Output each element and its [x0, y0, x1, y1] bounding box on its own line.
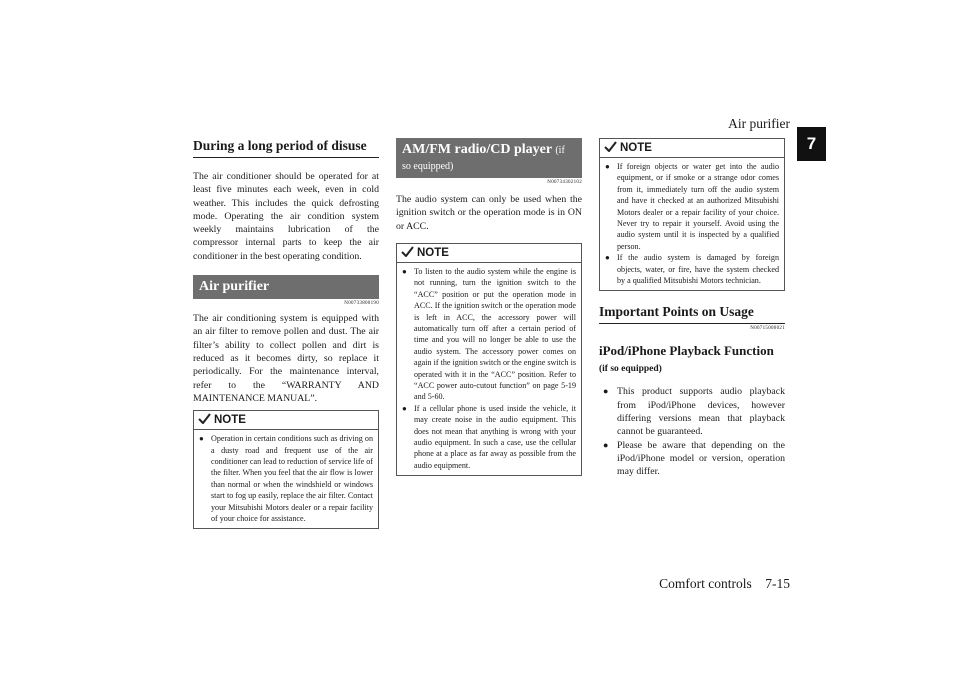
page-header-title: Air purifier — [728, 116, 790, 131]
column-1 — [193, 138, 379, 529]
air-purifier-code: N00733800190 — [344, 301, 379, 307]
note-body — [194, 430, 378, 528]
note-item-text: If a cellular phone is used inside the vehicle, it may create noise in the audio equipment. This does not mean that anything is wrong with your audio equipment. In such a case, use the cellular phone at a place as far away as possible from the audio equipment. — [414, 403, 576, 470]
air-purifier-heading — [193, 275, 379, 299]
bullet-icon: ● — [605, 162, 610, 171]
note-label: NOTE — [417, 246, 449, 259]
list-item — [603, 385, 785, 438]
note-box — [396, 243, 582, 476]
ipod-list — [599, 385, 785, 478]
list-item-text: This product supports audio playback from iPod/iPhone devices, however differing versions mean that playback cannot be guaranteed. — [617, 386, 785, 438]
check-icon — [604, 141, 617, 155]
note-item-text: Operation in certain conditions such as driving on a dusty road and frequent use of the air conditioner can lead to reduction of service life of the filter. When you feel that the air flow is lower than normal or when the windshield or windows start to fog up easily, replace the air filter. Contact your Mitsubishi Motors dealer or a repair facility of your choice for assistance. — [211, 434, 373, 523]
radio-heading — [396, 138, 582, 178]
note-body — [600, 158, 784, 290]
bullet-icon: ● — [402, 266, 407, 276]
note-item — [199, 433, 373, 524]
note-box — [193, 410, 379, 529]
note-header — [600, 139, 784, 158]
note-label: NOTE — [214, 414, 246, 427]
bullet-icon: ● — [603, 439, 609, 450]
ipod-heading-text: iPod/iPhone Playback Function — [599, 343, 774, 359]
note-item — [605, 252, 779, 286]
air-purifier-body: The air conditioning system is equipped with an air filter to remove pollen and dust. The air filter’s ability to collect pollen and dirt is reduced as it becomes dirty, so replace it periodically. For the maintenance interval, refer to the “WARRANTY AND MAINTENANCE MANUAL”. — [193, 313, 379, 404]
note-item-text: If the audio system is damaged by foreign objects, water, or fire, have the system checked by a qualified Mitsubishi Motors technician. — [617, 253, 779, 286]
column-3 — [599, 138, 785, 479]
note-item — [402, 403, 576, 471]
bullet-icon: ● — [402, 403, 407, 413]
usage-heading: Important Points on Usage — [599, 304, 785, 324]
note-item — [605, 161, 779, 252]
radio-code: N00734302102 — [547, 180, 582, 185]
ipod-heading — [599, 343, 785, 375]
radio-body: The audio system can only be used when the ignition switch or the operation mode is in ON or ACC. — [396, 194, 582, 232]
bullet-icon: ● — [605, 253, 610, 263]
list-item-text: Please be aware that depending on the iPod/iPhone model or version, operation may differ. — [617, 439, 785, 478]
disuse-heading: During a long period of disuse — [193, 138, 379, 158]
radio-heading-suffix: (if so equipped) — [402, 145, 565, 172]
chapter-tab: 7 — [797, 127, 826, 161]
bullet-icon: ● — [199, 434, 204, 444]
check-icon — [198, 413, 211, 427]
note-item-text: To listen to the audio system while the engine is not running, turn the ignition switch to the “ACC” position or put the operation mode in ACC. If the ignition switch or the operation mode is left in ACC, the accessory power will automatically turn off after a certain period of time and you will no longer be able to use the audio system. The accessory power comes on again if the ignition switch or the engine switch is operated with it in the “ACC” position. Refer to “ACC power auto-cutout function” on page 5-19 and 5-60. — [414, 266, 576, 402]
radio-heading-text: AM/FM radio/CD player — [402, 142, 552, 157]
disuse-body: The air conditioner should be operated for at least five minutes each week, even in cold weather. This includes the quick defrosting mode. Operating the air condition system weekly maintains lubrication of the compressor internal parts to keep the air conditioner in the best operating condition. — [193, 171, 379, 262]
note-header — [397, 244, 581, 263]
page-footer: Comfort controls 7-15 — [659, 576, 790, 591]
column-2 — [396, 138, 582, 476]
note-item-text: If foreign objects or water get into the audio equipment, or if smoke or a strange odor comes from it, immediately turn off the audio system and have it checked at an authorized Mitsubishi Motors dealer or a repair facility of your choice. Never try to repair it yourself. Avoid using the audio system until it is inspected by a qualified person. — [617, 162, 779, 251]
ipod-heading-suffix: (if so equipped) — [599, 364, 662, 375]
note-body — [397, 263, 581, 475]
list-item — [603, 439, 785, 479]
note-header — [194, 411, 378, 430]
air-purifier-heading-text: Air purifier — [199, 279, 270, 295]
note-label: NOTE — [620, 142, 652, 154]
note-box — [599, 138, 785, 291]
check-icon — [401, 246, 414, 260]
note-item — [402, 266, 576, 403]
usage-code: N00715000021 — [750, 326, 785, 332]
bullet-icon: ● — [603, 386, 609, 397]
